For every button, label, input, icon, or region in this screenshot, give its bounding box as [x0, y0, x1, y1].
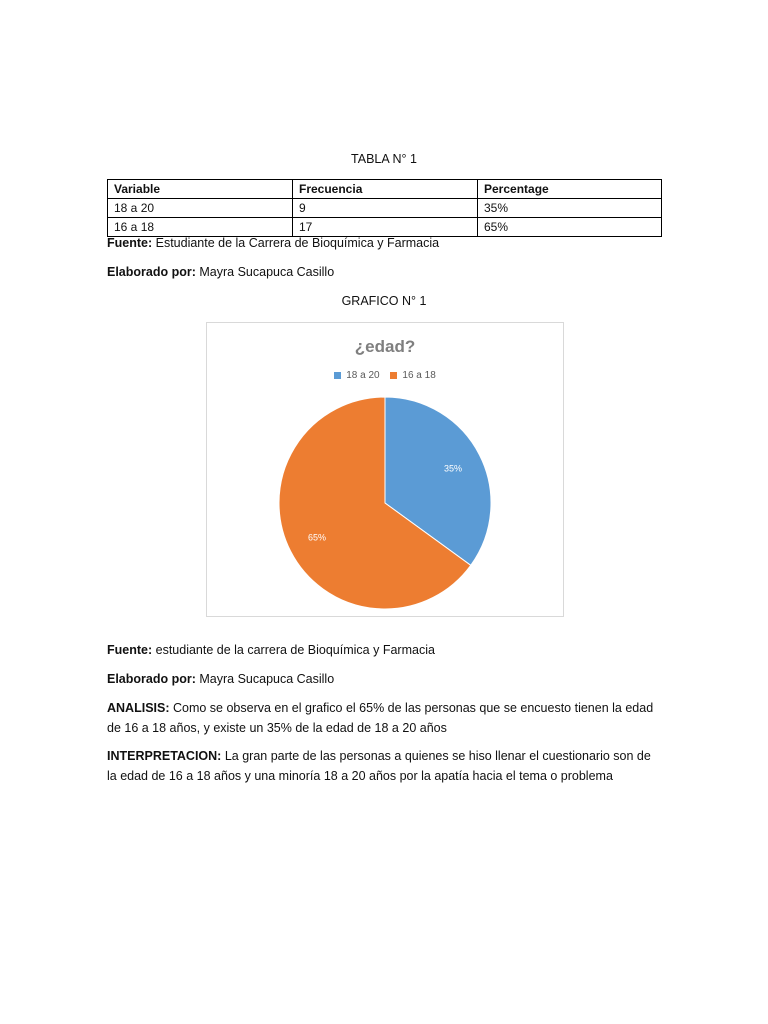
- source-label: Fuente:: [107, 236, 153, 250]
- table-row: [108, 199, 662, 218]
- column-header-frecuencia: Frecuencia: [293, 180, 478, 199]
- author-label: Elaborado por:: [107, 672, 196, 686]
- table-cell: 18 a 20: [108, 199, 293, 218]
- pie-svg: [207, 323, 563, 616]
- interpretation-text: La gran parte de las personas a quienes se hiso llenar el cuestionario son de la edad de 16 a 18 años y una minoría 18 a 20 años por la apatía hacia el tema o problema: [107, 749, 651, 783]
- analysis-label: ANALISIS:: [107, 701, 170, 715]
- pie-data-label: 35%: [443, 463, 463, 474]
- chart-title: ¿edad?: [354, 337, 416, 356]
- frequency-table: [107, 179, 662, 237]
- legend-label: 18 a 20: [346, 370, 380, 381]
- author-text: Mayra Sucapuca Casillo: [195, 265, 335, 279]
- table-cell: 35%: [478, 199, 662, 218]
- table-cell: 9: [293, 199, 478, 218]
- author-line: [107, 265, 334, 279]
- pie-data-label: 65%: [307, 532, 327, 543]
- source-line-2: [107, 643, 435, 657]
- column-header-percentage: Percentage: [478, 180, 662, 199]
- source-text: Estudiante de la Carrera de Bioquímica y Farmacia: [152, 236, 440, 250]
- table-cell: 17: [293, 218, 478, 237]
- analysis-paragraph: [107, 698, 662, 738]
- interpretation-label: INTERPRETACION:: [107, 749, 222, 763]
- pie-chart: [206, 322, 564, 617]
- source-label: Fuente:: [107, 643, 153, 657]
- table-cell: 16 a 18: [108, 218, 293, 237]
- analysis-text: Como se observa en el grafico el 65% de las personas que se encuesto tienen la edad de 16 a 18 años, y existe un 35% de la edad de 18 a 20 años: [107, 701, 654, 735]
- author-text: Mayra Sucapuca Casillo: [195, 672, 335, 686]
- author-line-2: [107, 672, 334, 686]
- column-header-variable: Variable: [108, 180, 293, 199]
- author-label: Elaborado por:: [107, 265, 196, 279]
- legend-label: 16 a 18: [402, 370, 436, 381]
- source-line: [107, 236, 439, 250]
- chart-caption: GRAFICO N° 1: [341, 294, 427, 308]
- table-header-row: [108, 180, 662, 199]
- source-text: estudiante de la carrera de Bioquímica y Farmacia: [152, 643, 435, 657]
- table-cell: 65%: [478, 218, 662, 237]
- table-row: [108, 218, 662, 237]
- interpretation-paragraph: [107, 746, 662, 786]
- table-title: TABLA N° 1: [351, 152, 417, 166]
